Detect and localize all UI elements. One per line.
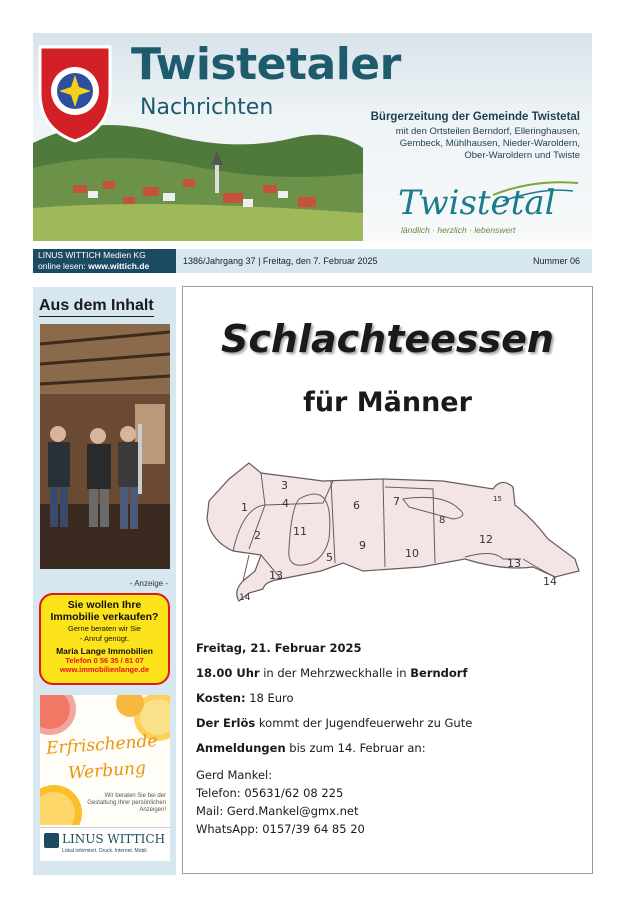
- sidebar-heading: Aus dem Inhalt: [39, 297, 154, 317]
- twistetal-logo: Twistetal: [398, 183, 556, 223]
- proceeds-label: Der Erlös: [196, 716, 256, 730]
- pig-label: 4: [282, 497, 289, 510]
- promo-text: Wir beraten Sie bei der Gestaltung Ihrer persönlichen Anzeigen!: [87, 793, 166, 813]
- ad-text: - Anruf genügt.: [79, 634, 130, 643]
- tagline-line: mit den Ortsteilen Berndorf, Elleringhausen,: [395, 126, 580, 137]
- pig-label: 14: [543, 575, 557, 588]
- event-time: 18.00 Uhr: [196, 666, 260, 680]
- publisher-promo-ad[interactable]: [40, 695, 170, 861]
- event-proceeds: [196, 716, 581, 730]
- pig-label: 6: [353, 499, 360, 512]
- cost-label: Kosten:: [196, 691, 246, 705]
- event-announcement: [182, 286, 593, 874]
- pig-label: 10: [405, 547, 419, 560]
- pig-label: 5: [326, 551, 333, 564]
- promo-title: Erfrischende: [45, 731, 159, 759]
- event-date: [196, 641, 581, 655]
- promo-brand-bar: [40, 827, 170, 861]
- pig-label: 2: [254, 529, 261, 542]
- online-url-link[interactable]: www.wittich.de: [88, 261, 150, 271]
- linus-wittich-logo-icon: [44, 833, 59, 848]
- registration-label: Anmeldungen: [196, 741, 286, 755]
- cost-value: 18 Euro: [245, 691, 294, 705]
- pig-label: 13: [269, 569, 283, 582]
- pig-label: 9: [359, 539, 366, 552]
- group-photo: [40, 324, 170, 569]
- twistetal-logo-tagline: ländlich · herzlich · lebenswert: [401, 225, 516, 235]
- registration-text: bis zum 14. Februar an:: [285, 741, 426, 755]
- newspaper-tagline-heading: Bürgerzeitung der Gemeinde Twistetal: [370, 111, 580, 123]
- pig-label: 15: [493, 495, 502, 503]
- pig-label: 8: [439, 515, 446, 526]
- contact-block: [196, 766, 581, 838]
- pig-label: 13: [507, 557, 521, 570]
- ad-headline: Immobilie verkaufen?: [50, 611, 159, 623]
- tagline-line: Gembeck, Mühlhausen, Nieder-Waroldern,: [399, 138, 580, 149]
- pig-cut-numbers: [203, 459, 583, 614]
- event-details: [196, 641, 581, 838]
- event-date-text: Freitag, 21. Februar 2025: [196, 641, 362, 655]
- promo-title: Werbung: [67, 758, 147, 784]
- newspaper-title: Twistetaler: [131, 39, 401, 90]
- event-registration: [196, 741, 581, 755]
- online-prefix: online lesen:: [38, 261, 89, 271]
- publisher-box: [33, 249, 176, 273]
- contact-phone: Telefon: 05631/62 08 225: [196, 786, 344, 800]
- event-subtitle: für Männer: [303, 387, 472, 418]
- issue-number: Nummer 06: [532, 256, 580, 266]
- event-venue-text: in der Mehrzweckhalle in: [259, 666, 411, 680]
- ad-phone: Telefon 0 56 35 / 81 07: [65, 656, 144, 665]
- ad-website-link[interactable]: www.immobilienlange.de: [59, 665, 150, 674]
- ad-text: Gerne beraten wir Sie: [68, 624, 141, 633]
- event-title: Schlachteessen: [221, 317, 554, 361]
- contact-name: Gerd Mankel:: [196, 768, 273, 782]
- masthead: [33, 33, 592, 241]
- tagline-line: Ober-Waroldern und Twiste: [464, 150, 580, 161]
- pig-label: 14: [239, 593, 251, 603]
- event-place: Berndorf: [410, 666, 468, 680]
- proceeds-text: kommt der Jugendfeuerwehr zu Gute: [255, 716, 473, 730]
- event-cost: [196, 691, 581, 705]
- contact-whatsapp: WhatsApp: 0157/39 64 85 20: [196, 822, 365, 836]
- pig-label: 12: [479, 533, 493, 546]
- event-time-place: [196, 666, 581, 680]
- newspaper-subtitle: Nachrichten: [140, 95, 274, 120]
- online-link-line: [38, 261, 171, 272]
- ad-headline: Sie wollen Ihre: [67, 599, 142, 611]
- newspaper-tagline: [340, 126, 580, 162]
- contents-sidebar: [33, 287, 176, 875]
- real-estate-ad[interactable]: [39, 593, 170, 685]
- municipal-crest-icon: [36, 43, 114, 143]
- ad-company-name: Maria Lange Immobilien: [56, 646, 153, 656]
- pig-label: 7: [393, 495, 400, 508]
- publisher-name: LINUS WITTICH Medien KG: [38, 250, 146, 260]
- pig-label: 3: [281, 479, 288, 492]
- issue-info-bar: [33, 249, 592, 273]
- pig-label: 1: [241, 501, 248, 514]
- issue-date: 1386/Jahrgang 37 | Freitag, den 7. Februar 2025: [183, 256, 378, 266]
- advertisement-label: - Anzeige -: [129, 579, 168, 588]
- promo-brand-name: LINUS WITTICH: [62, 832, 166, 846]
- promo-brand-tagline: Lokal informiert. Druck. Internet. Mobil.: [62, 848, 148, 854]
- pig-label: 11: [293, 525, 307, 538]
- contact-email[interactable]: Mail: Gerd.Mankel@gmx.net: [196, 804, 359, 818]
